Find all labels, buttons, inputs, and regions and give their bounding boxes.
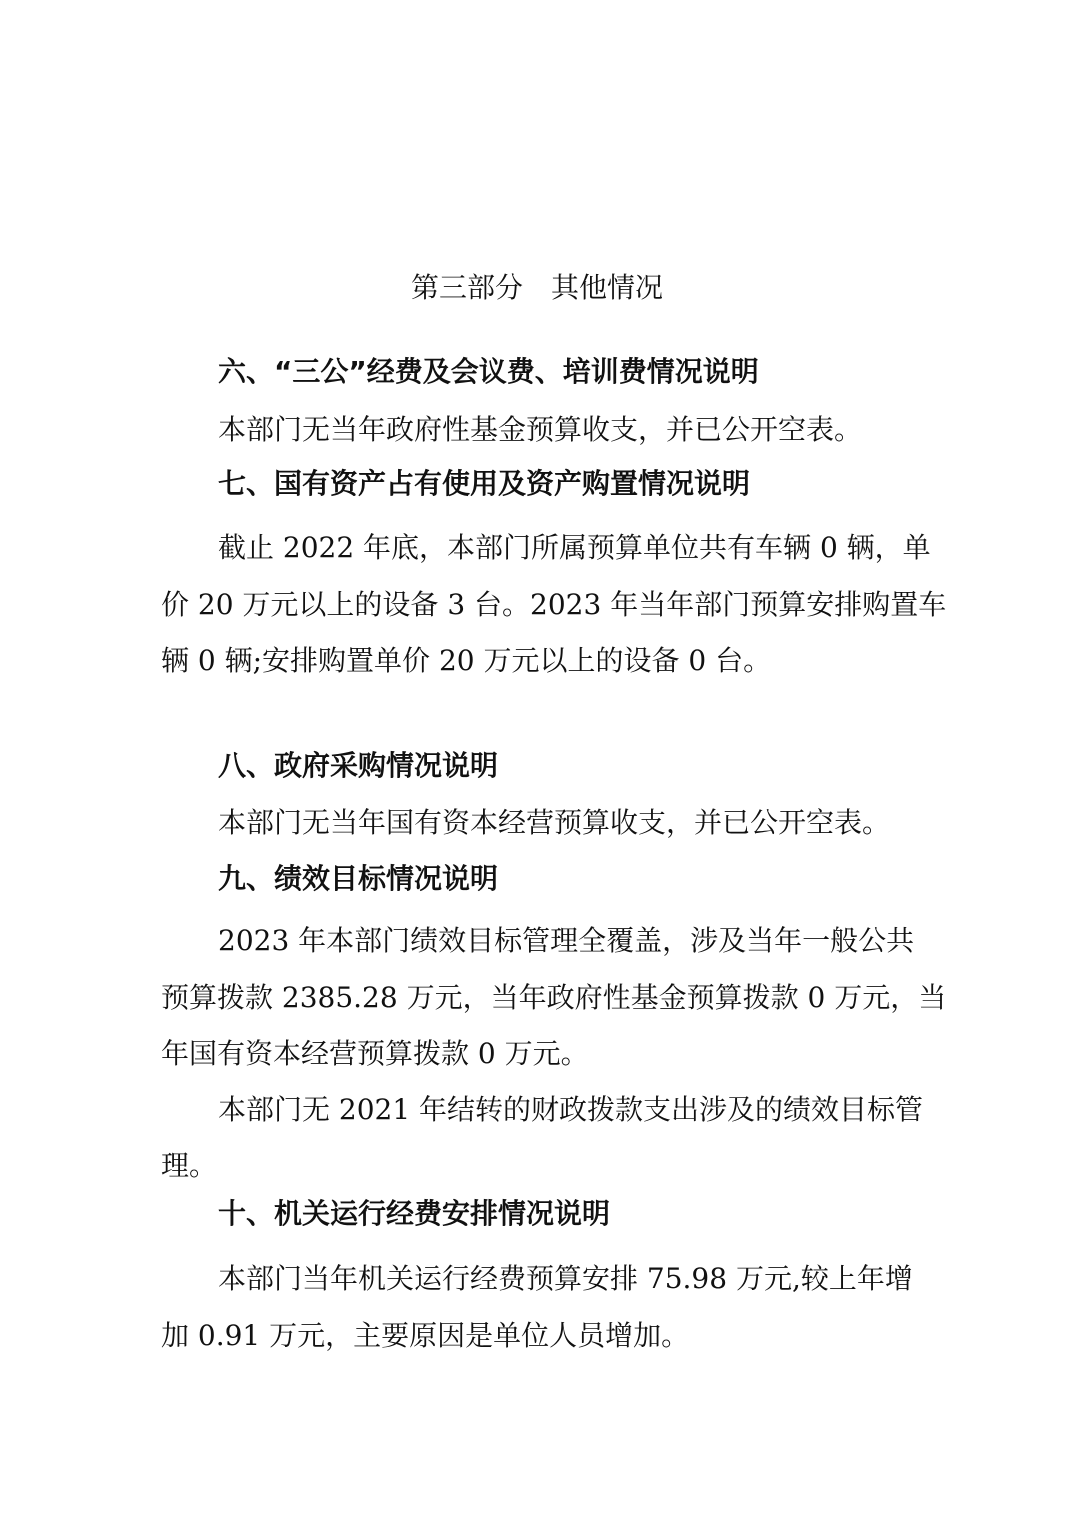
section-10-line-2: 加 0.91 万元，主要原因是单位人员增加。 [161,1319,690,1352]
section-heading-10: 十、机关运行经费安排情况说明 [218,1197,611,1230]
section-9-line-1: 2023 年本部门绩效目标管理全覆盖，涉及当年一般公共 [218,924,915,957]
section-9-line-2: 预算拨款 2385.28 万元，当年政府性基金预算拨款 0 万元，当 [161,981,947,1014]
section-7-line-1: 截止 2022 年底，本部门所属预算单位共有车辆 0 辆，单 [218,531,931,564]
section-7-line-3: 辆 0 辆;安排购置单价 20 万元以上的设备 0 台。 [161,644,772,677]
page-title: 第三部分 其他情况 [410,271,663,304]
section-heading-7: 七、国有资产占有使用及资产购置情况说明 [218,467,751,500]
section-9-line-5: 理。 [161,1149,218,1182]
section-heading-6: 六、“三公”经费及会议费、培训费情况说明 [218,355,759,388]
section-9-line-4: 本部门无 2021 年结转的财政拨款支出涉及的绩效目标管 [218,1093,924,1126]
section-heading-9: 九、绩效目标情况说明 [218,862,499,895]
section-7-line-2: 价 20 万元以上的设备 3 台。2023 年当年部门预算安排购置车 [161,588,947,621]
section-9-line-3: 年国有资本经营预算拨款 0 万元。 [161,1037,589,1070]
section-heading-8: 八、政府采购情况说明 [218,749,499,782]
section-6-paragraph: 本部门无当年政府性基金预算收支，并已公开空表。 [218,413,863,446]
section-8-paragraph: 本部门无当年国有资本经营预算收支，并已公开空表。 [218,806,891,839]
section-10-line-1: 本部门当年机关运行经费预算安排 75.98 万元,较上年增 [218,1262,913,1295]
